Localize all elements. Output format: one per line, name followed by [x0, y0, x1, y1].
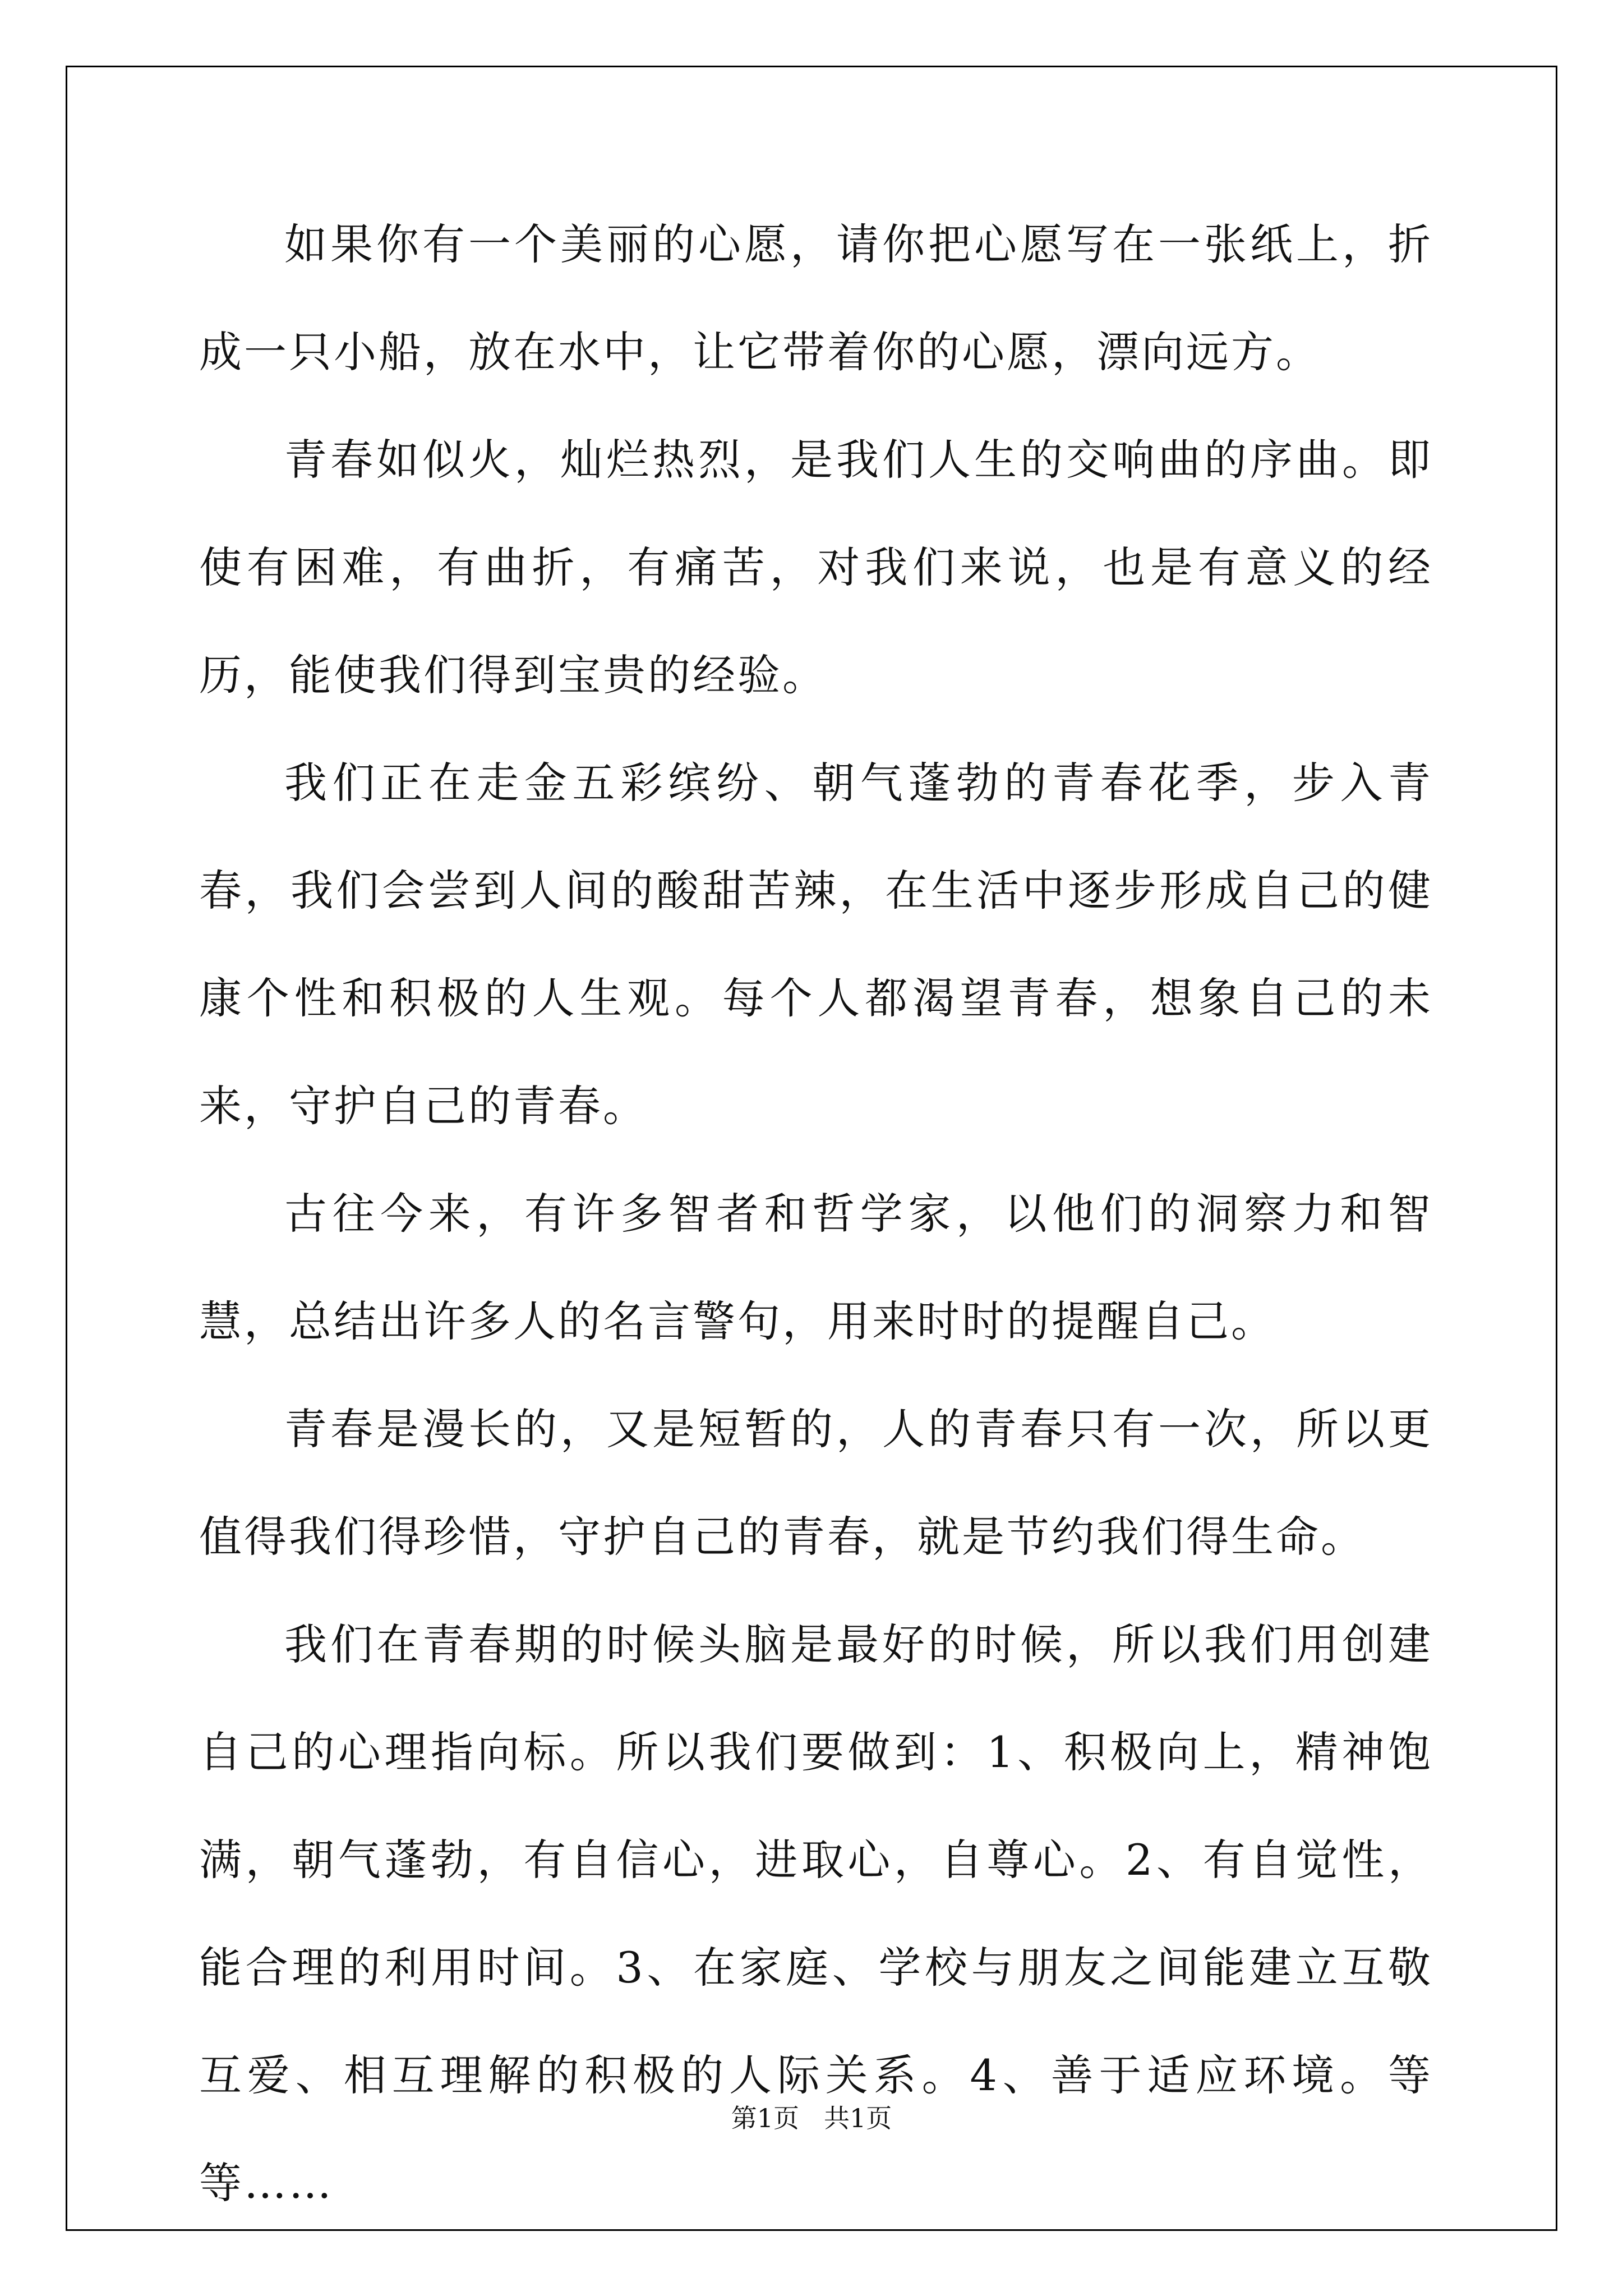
paragraph-4: 古往今来，有许多智者和哲学家，以他们的洞察力和智慧，总结出许多人的名言警句，用来时时的提醒自己。	[199, 1189, 1433, 1346]
footer-separator	[799, 2103, 824, 2133]
paragraph-5: 青春是漫长的，又是短暂的，人的青春只有一次，所以更值得我们得珍惜，守护自己的青春，就是节约我们得生命。	[199, 1404, 1433, 1562]
paragraph-6: 我们在青春期的时候头脑是最好的时候，所以我们用创建自己的心理指向标。所以我们要做到：1、积极向上，精神饱满，朝气蓬勃，有自信心，进取心，自尊心。2、有自觉性，能合理的利用时间。3、在家庭、学校与朋友之间能建立互敬互爱、相互理解的积极的人际关系。4、善于适应环境。等等……	[199, 1619, 1433, 2208]
page-number-total: 共1页	[823, 2103, 892, 2133]
document-body	[199, 191, 1433, 2237]
paragraph-1: 如果你有一个美丽的心愿，请你把心愿写在一张纸上，折成一只小船，放在水中，让它带着你的心愿，漂向远方。	[199, 219, 1433, 377]
paragraph-2: 青春如似火，灿烂热烈，是我们人生的交响曲的序曲。即使有困难，有曲折，有痛苦，对我们来说，也是有意义的经历，能使我们得到宝贵的经验。	[199, 435, 1433, 700]
paragraph-3: 我们正在走金五彩缤纷、朝气蓬勃的青春花季，步入青春，我们会尝到人间的酸甜苦辣，在生活中逐步形成自己的健康个性和积极的人生观。每个人都渴望青春，想象自己的未来，守护自己的青春。	[199, 758, 1433, 1131]
page-number-current: 第1页	[731, 2103, 800, 2133]
page-footer	[0, 2098, 1623, 2135]
